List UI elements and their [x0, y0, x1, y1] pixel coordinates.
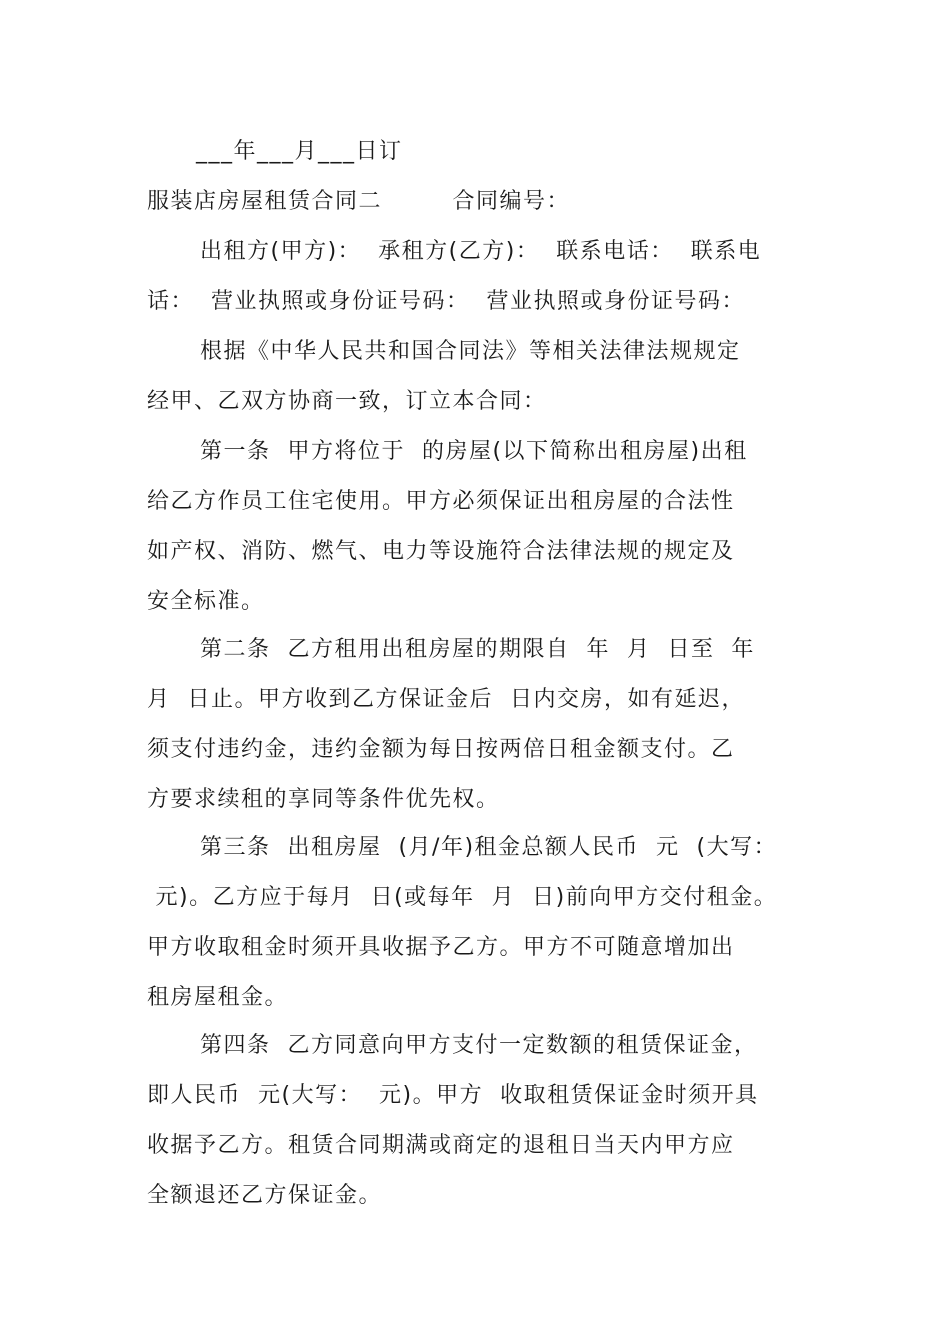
preamble-line-2: 经甲、乙双方协商一致，订立本合同： [147, 389, 547, 414]
party-info-line-2: 话： 营业执照或身份证号码： 营业执照或身份证号码： [147, 289, 745, 314]
article-2-line-4: 方要求续租的享同等条件优先权。 [147, 787, 500, 812]
article-3-line-4: 租房屋租金。 [147, 985, 289, 1010]
party-info-line-1: 出租方(甲方)： 承租方(乙方)： 联系电话： 联系电 [200, 239, 762, 264]
article-4-line-4: 全额退还乙方保证金。 [147, 1183, 383, 1208]
article-3-line-3: 甲方收取租金时须开具收据予乙方。甲方不可随意增加出 [147, 935, 735, 960]
article-2-line-3: 须支付违约金，违约金额为每日按两倍日租金额支付。乙 [147, 737, 735, 762]
article-1-line-3: 如产权、消防、燃气、电力等设施符合法律法规的规定及 [147, 539, 735, 564]
article-1-line-2: 给乙方作员工住宅使用。甲方必须保证出租房屋的合法性 [147, 489, 735, 514]
article-2-line-1: 第二条 乙方租用出租房屋的期限自 年 月 日至 年 [200, 637, 755, 662]
date-line: ___年___月___日订 [196, 139, 403, 164]
article-2-line-2: 月 日止。甲方收到乙方保证金后 日内交房，如有延迟， [147, 687, 745, 712]
article-4-line-1: 第四条 乙方同意向甲方支付一定数额的租赁保证金， [200, 1033, 758, 1058]
article-4-line-3: 收据予乙方。租赁合同期满或商定的退租日当天内甲方应 [147, 1133, 735, 1158]
article-4-line-2: 即人民币 元(大写： 元)。甲方 收取租赁保证金时须开具 [147, 1083, 759, 1108]
article-3-line-2: 元)。乙方应于每月 日(或每年 月 日)前向甲方交付租金。 [147, 885, 778, 910]
article-3-line-1: 第三条 出租房屋 (月/年)租金总额人民币 元 (大写： [200, 835, 778, 860]
article-1-line-1: 第一条 甲方将位于 的房屋(以下简称出租房屋)出租 [200, 439, 748, 464]
article-1-line-4: 安全标准。 [147, 589, 265, 614]
preamble-line-1: 根据《中华人民共和国合同法》等相关法律法规规定 [200, 339, 741, 364]
document-title: 服装店房屋租赁合同二 合同编号： [147, 189, 571, 214]
